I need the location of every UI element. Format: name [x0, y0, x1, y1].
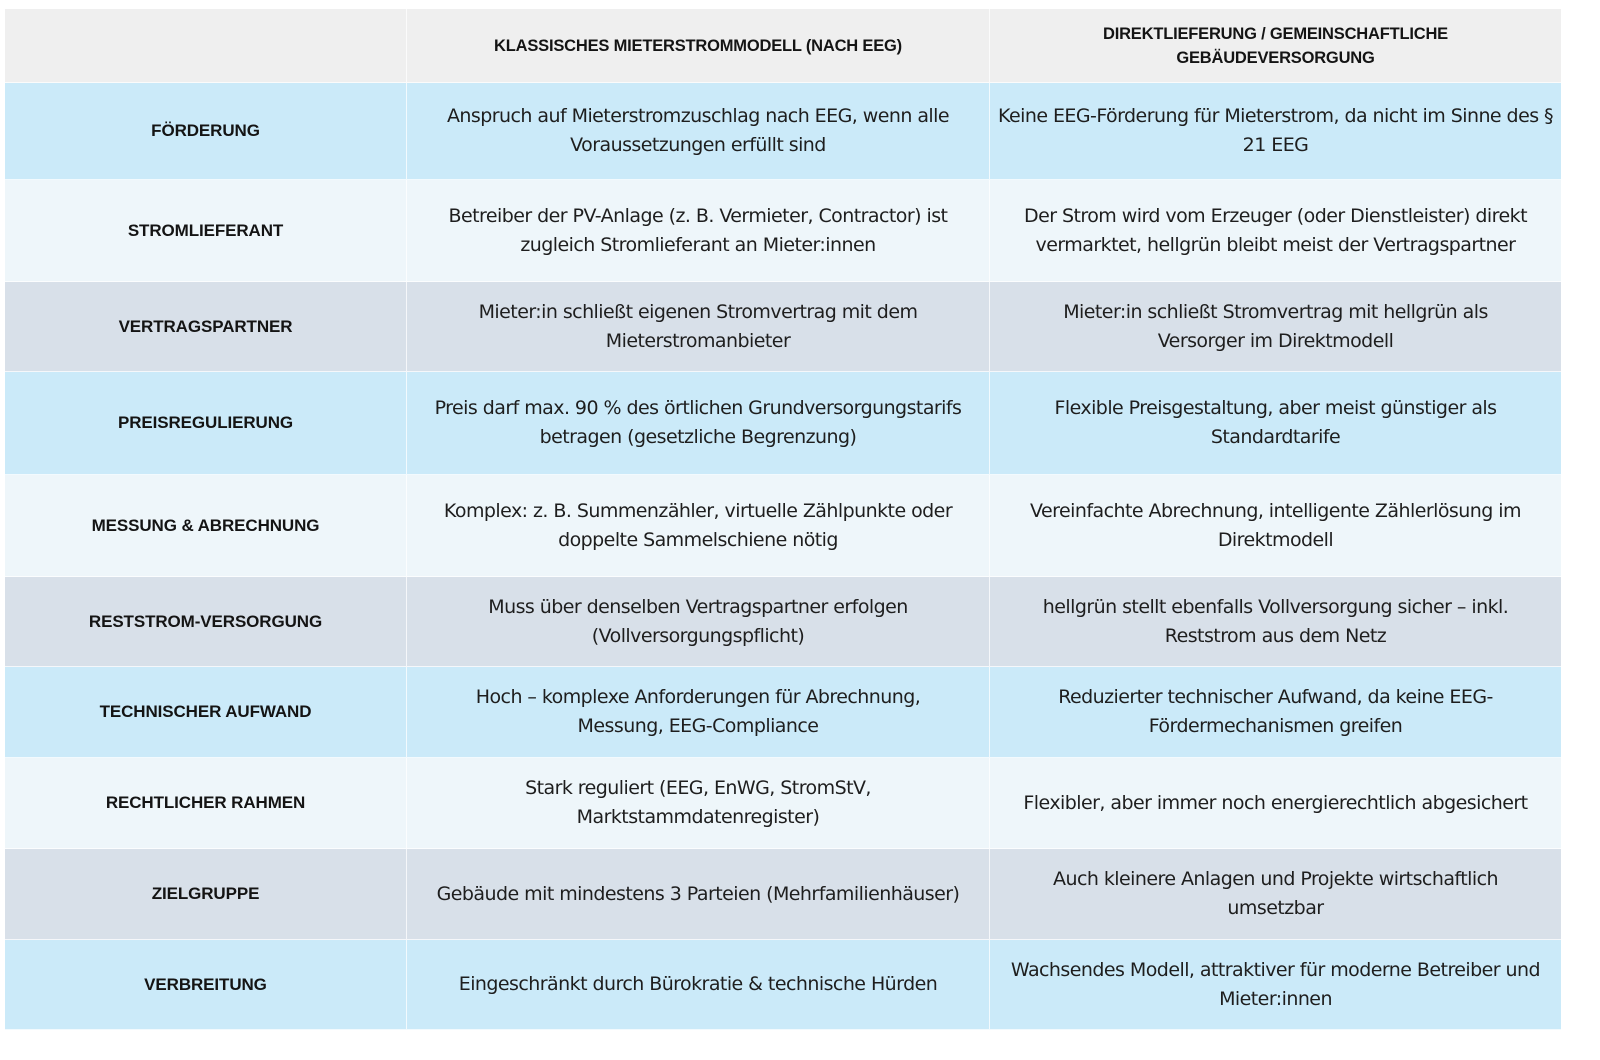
direct-value: Reduzierter technischer Aufwand, da keine EEG-Fördermechanismen greifen — [1058, 686, 1493, 737]
row-label-cell — [5, 940, 407, 1030]
header-direct-label: DIREKTLIEFERUNG / GEMEINSCHAFTLICHE GEBÄUDEVERSORGUNG — [1102, 24, 1448, 67]
classic-cell — [407, 940, 990, 1030]
classic-cell — [407, 667, 990, 758]
row-label: STROMLIEFERANT — [127, 220, 284, 240]
direct-value: hellgrün stellt ebenfalls Vollversorgung sicher – inkl. Reststrom aus dem Netz — [1042, 595, 1509, 647]
direct-value: Flexibler, aber immer noch energierechtlich abgesichert — [1023, 791, 1528, 814]
row-label: ZIELGRUPPE — [151, 884, 260, 903]
classic-value: Stark reguliert (EEG, EnWG, StromStV, Marktstammdatenregister) — [525, 777, 871, 828]
row-label: VERTRAGSPARTNER — [118, 316, 293, 336]
classic-cell — [407, 372, 990, 475]
direct-value: Mieter:in schließt Stromvertrag mit hellgrün als Versorger im Direktmodell — [1063, 300, 1488, 352]
classic-value: Eingeschränkt durch Bürokratie & technische Hürden — [458, 973, 938, 995]
row-label-cell — [5, 849, 407, 940]
direct-value: Flexible Preisgestaltung, aber meist günstiger als Standardtarife — [1054, 397, 1497, 448]
classic-value: Preis darf max. 90 % des örtlichen Grundversorgungstarifs betragen (gesetzliche Begrenzung) — [434, 397, 962, 448]
row-label: PREISREGULIERUNG — [117, 413, 294, 432]
row-label: MESSUNG & ABRECHNUNG — [91, 515, 320, 535]
direct-cell — [990, 849, 1561, 940]
classic-value: Gebäude mit mindestens 3 Parteien (Mehrfamilienhäuser) — [436, 882, 960, 905]
header-classic-label: KLASSISCHES MIETERSTROMMODELL (NACH EEG) — [494, 36, 902, 55]
header-cell-direct — [990, 9, 1561, 83]
classic-value: Muss über denselben Vertragspartner erfolgen (Vollversorgungspflicht) — [488, 595, 908, 647]
row-label-cell — [5, 282, 407, 372]
direct-cell — [990, 577, 1561, 667]
classic-cell — [407, 758, 990, 849]
row-label: TECHNISCHER AUFWAND — [99, 702, 312, 721]
direct-cell — [990, 667, 1561, 758]
row-label: VERBREITUNG — [144, 974, 267, 994]
direct-value: Keine EEG-Förderung für Mieterstrom, da nicht im Sinne des § 21 EEG — [998, 105, 1553, 156]
direct-cell — [990, 83, 1561, 180]
classic-cell — [407, 475, 990, 577]
direct-value: Vereinfachte Abrechnung, intelligente Zählerlösung im Direktmodell — [1030, 499, 1521, 551]
classic-cell — [407, 282, 990, 372]
direct-cell — [990, 758, 1561, 849]
classic-cell — [407, 849, 990, 940]
direct-cell — [990, 282, 1561, 372]
direct-cell — [990, 372, 1561, 475]
row-label-cell — [5, 667, 407, 758]
direct-cell — [990, 940, 1561, 1030]
row-label-cell — [5, 758, 407, 849]
classic-value: Betreiber der PV-Anlage (z. B. Vermieter, Contractor) ist zugleich Stromlieferant an Mieter:innen — [448, 204, 948, 256]
classic-cell — [407, 180, 990, 282]
classic-value: Hoch – komplexe Anforderungen für Abrechnung, Messung, EEG-Compliance — [475, 686, 921, 737]
row-label: RECHTLICHER RAHMEN — [105, 793, 306, 812]
row-label: RESTSTROM-VERSORGUNG — [88, 611, 323, 631]
row-label-cell — [5, 372, 407, 475]
header-cell-classic — [407, 9, 990, 83]
classic-value: Mieter:in schließt eigenen Stromvertrag mit dem Mieterstromanbieter — [478, 300, 918, 352]
row-label-cell — [5, 180, 407, 282]
classic-cell — [407, 577, 990, 667]
direct-cell — [990, 180, 1561, 282]
direct-cell — [990, 475, 1561, 577]
header-cell-empty — [5, 9, 407, 83]
row-label-cell — [5, 577, 407, 667]
classic-value: Anspruch auf Mieterstromzuschlag nach EEG, wenn alle Voraussetzungen erfüllt sind — [446, 105, 950, 156]
direct-value: Auch kleinere Anlagen und Projekte wirtschaftlich umsetzbar — [1053, 868, 1498, 919]
classic-value: Komplex: z. B. Summenzähler, virtuelle Zählpunkte oder doppelte Sammelschiene nötig — [443, 499, 953, 551]
row-label: FÖRDERUNG — [151, 121, 260, 140]
direct-value: Der Strom wird vom Erzeuger (oder Dienstleister) direkt vermarktet, hellgrün bleibt meist der Vertragspartner — [1024, 204, 1527, 256]
direct-value: Wachsendes Modell, attraktiver für moderne Betreiber und Mieter:innen — [1010, 958, 1541, 1010]
comparison-table — [5, 9, 1561, 1030]
classic-cell — [407, 83, 990, 180]
row-label-cell — [5, 475, 407, 577]
row-label-cell — [5, 83, 407, 180]
